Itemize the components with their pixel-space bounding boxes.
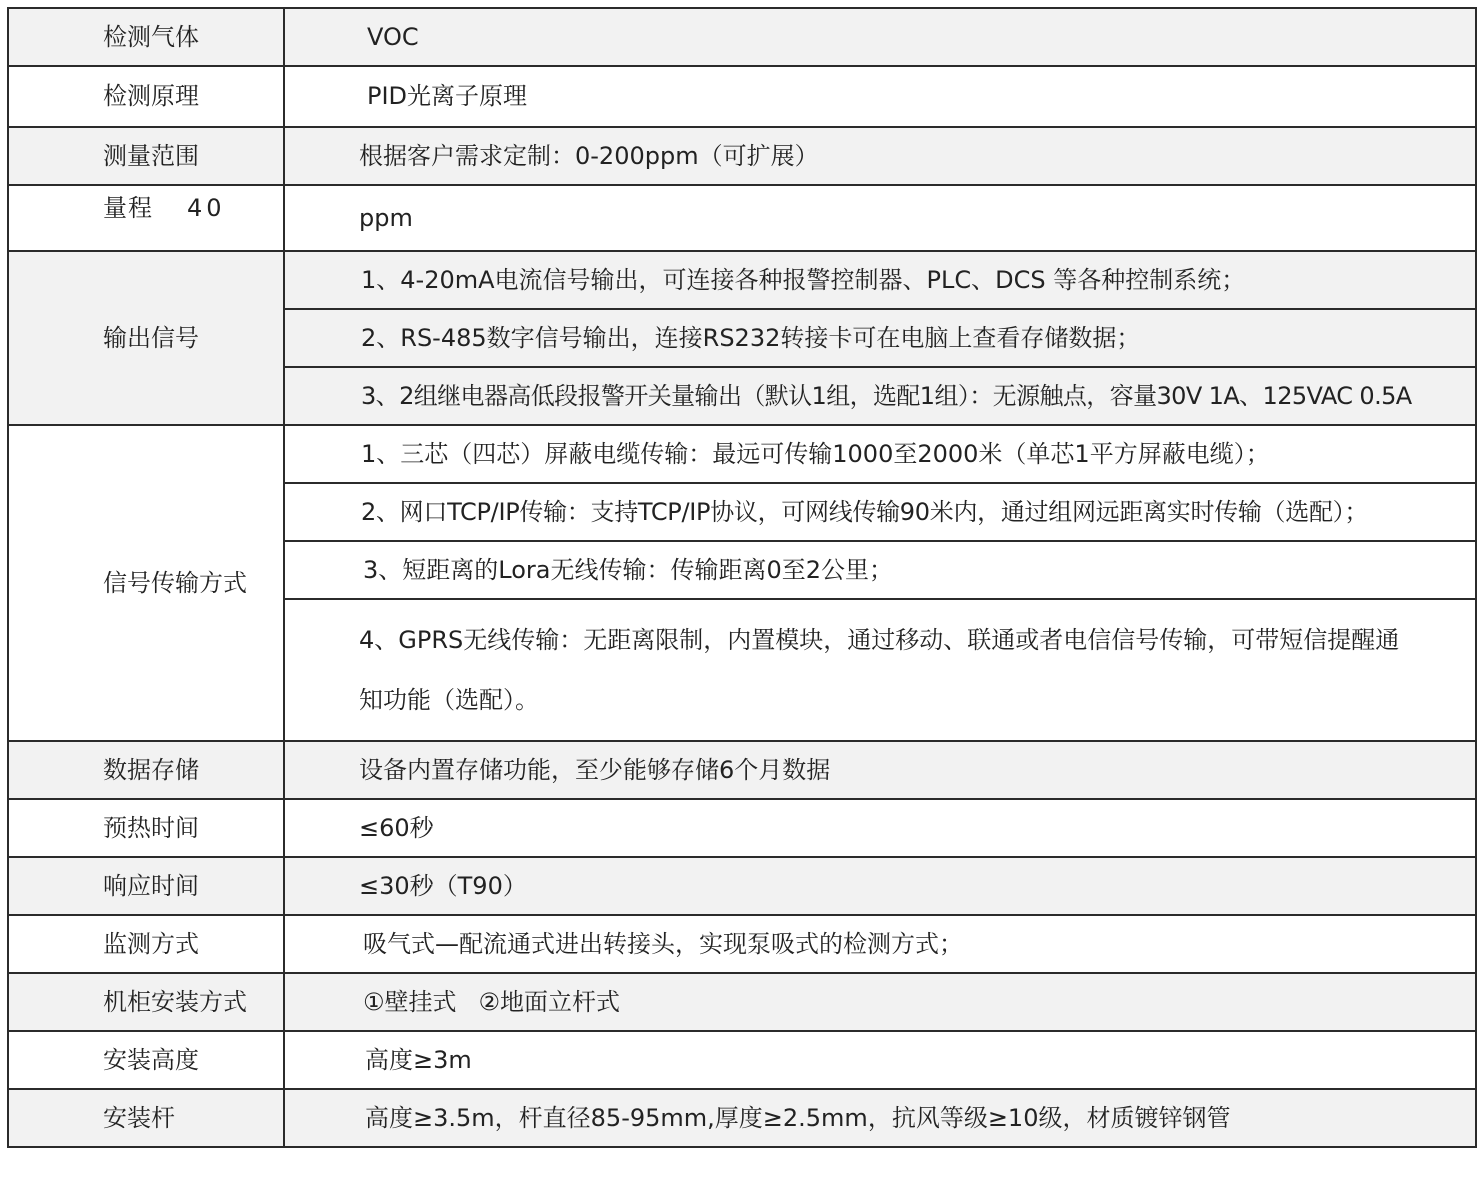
value-monitoring: 吸气式—配流通式进出转接头，实现泵吸式的检测方式；: [284, 915, 1476, 973]
value-gas: VOC: [284, 8, 1476, 66]
value-range: ppm: [284, 185, 1476, 251]
row-response: [8, 857, 1476, 915]
cabinet-option-pole: ②地面立杆式: [478, 987, 621, 1016]
label-pole: 安装杆: [8, 1089, 284, 1147]
label-gas: 检测气体: [8, 8, 284, 66]
value-transmission-item: 3、短距离的Lora无线传输：传输距离0至2公里；: [284, 541, 1476, 599]
value-warmup: ≤60秒: [284, 799, 1476, 857]
label-storage: 数据存储: [8, 741, 284, 799]
label-transmission: 信号传输方式: [8, 425, 284, 741]
label-measure-range: 测量范围: [8, 127, 284, 185]
row-range: [8, 185, 1476, 251]
label-range-number: 40: [187, 194, 226, 222]
value-transmission-item: 4、GPRS无线传输：无距离限制，内置模块，通过移动、联通或者电信信号传输，可带短信提醒通知功能（选配）。: [284, 599, 1476, 741]
label-response: 响应时间: [8, 857, 284, 915]
value-pole: 高度≥3.5m，杆直径85-95mm,厚度≥2.5mm，抗风等级≥10级，材质镀锌钢管: [284, 1089, 1476, 1147]
row-warmup: [8, 799, 1476, 857]
row-height: [8, 1031, 1476, 1089]
value-cabinet: [284, 973, 1476, 1031]
row-storage: [8, 741, 1476, 799]
label-warmup: 预热时间: [8, 799, 284, 857]
label-principle: 检测原理: [8, 66, 284, 127]
label-monitoring: 监测方式: [8, 915, 284, 973]
value-output-item: 1、4-20mA电流信号输出，可连接各种报警控制器、PLC、DCS 等各种控制系统；: [284, 251, 1476, 309]
cabinet-option-wall: ①壁挂式: [363, 987, 457, 1016]
label-range-text: 量程: [103, 194, 153, 222]
label-range: [8, 185, 284, 251]
label-cabinet: 机柜安装方式: [8, 973, 284, 1031]
row-principle: [8, 66, 1476, 127]
label-height: 安装高度: [8, 1031, 284, 1089]
row-measure-range: [8, 127, 1476, 185]
spec-table: [7, 7, 1477, 1148]
label-output-signal: 输出信号: [8, 251, 284, 425]
row-gas: [8, 8, 1476, 66]
value-storage: 设备内置存储功能，至少能够存储6个月数据: [284, 741, 1476, 799]
row-output-1: [8, 251, 1476, 309]
value-transmission-item: 1、三芯（四芯）屏蔽电缆传输：最远可传输1000至2000米（单芯1平方屏蔽电缆）；: [284, 425, 1476, 483]
value-measure-range: 根据客户需求定制：0-200ppm（可扩展）: [284, 127, 1476, 185]
value-transmission-item: 2、网口TCP/IP传输：支持TCP/IP协议，可网线传输90米内，通过组网远距离实时传输（选配）；: [284, 483, 1476, 541]
value-principle: PID光离子原理: [284, 66, 1476, 127]
value-height: 高度≥3m: [284, 1031, 1476, 1089]
row-transmission-1: [8, 425, 1476, 483]
row-cabinet: [8, 973, 1476, 1031]
row-monitoring: [8, 915, 1476, 973]
value-output-item: 3、2组继电器高低段报警开关量输出（默认1组，选配1组）：无源触点，容量30V 1A、125VAC 0.5A: [284, 367, 1476, 425]
value-output-item: 2、RS-485数字信号输出，连接RS232转接卡可在电脑上查看存储数据；: [284, 309, 1476, 367]
row-pole: [8, 1089, 1476, 1147]
value-response: ≤30秒（T90）: [284, 857, 1476, 915]
